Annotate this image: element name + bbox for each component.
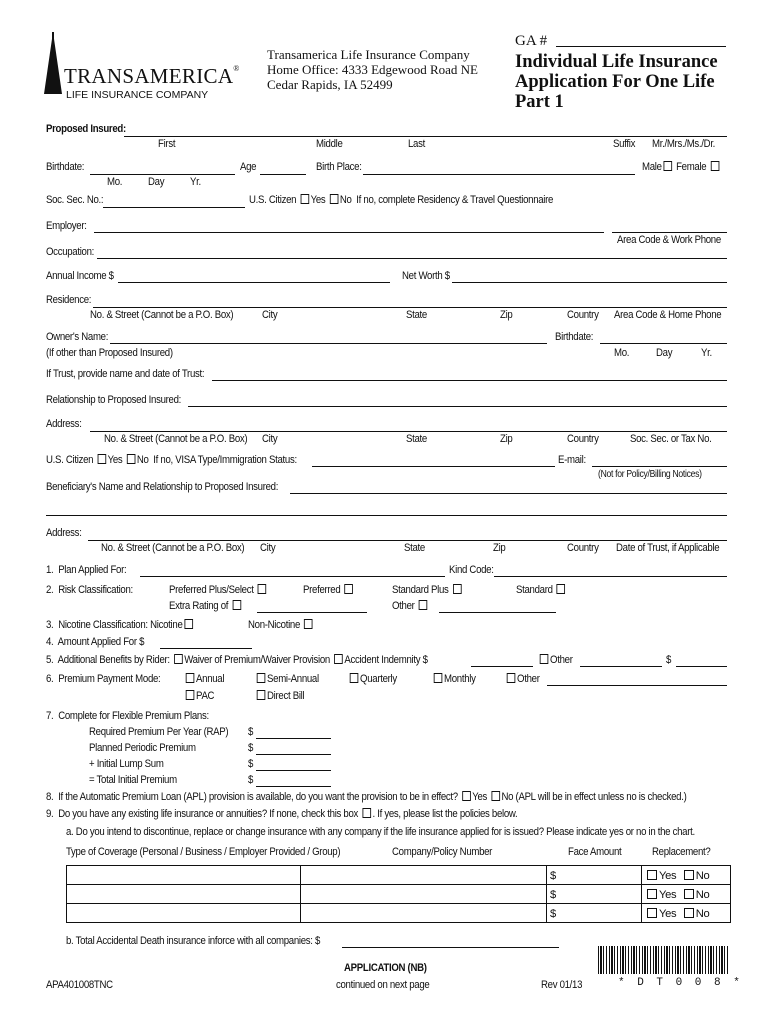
std-plus-label: Standard Plus xyxy=(392,584,449,596)
citizen-label: U.S. Citizen xyxy=(249,194,297,206)
residence-label: Residence: xyxy=(46,294,92,306)
owner-address-field[interactable] xyxy=(90,431,727,432)
planned-label: Planned Periodic Premium xyxy=(89,742,196,754)
q3-number: 3. xyxy=(46,619,54,631)
barcode-text: * D T 0 0 8 * xyxy=(618,977,743,989)
rap-dollar: $ xyxy=(248,726,254,738)
replace-yes-checkbox[interactable] xyxy=(647,870,657,880)
replace-no-checkbox[interactable] xyxy=(684,908,694,918)
application-label: APPLICATION (NB) xyxy=(344,962,427,974)
ben-street-caption: No. & Street (Cannot be a P.O. Box) xyxy=(101,542,245,554)
plan-label: Plan Applied For: xyxy=(58,564,127,576)
q1-number: 1. xyxy=(46,564,54,576)
prefix-caption: Mr./Mrs./Ms./Dr. xyxy=(652,138,716,150)
replace-yes-checkbox[interactable] xyxy=(647,908,657,918)
policy-cell[interactable] xyxy=(301,885,547,904)
kind-code-field[interactable] xyxy=(494,576,727,577)
preferred-label: Preferred xyxy=(303,584,341,596)
q9-number: 9. xyxy=(46,808,54,820)
ssn-label: Soc. Sec. No.: xyxy=(46,194,104,206)
company-address: Transamerica Life Insurance Company Home Office: 4333 Edgewood Road NE Cedar Rapids, IA 52499 xyxy=(267,47,478,92)
addr-state-caption: State xyxy=(406,433,427,445)
networth-field[interactable] xyxy=(452,282,727,283)
replace-no-checkbox[interactable] xyxy=(684,889,694,899)
replacement-cell[interactable]: Yes No xyxy=(642,885,731,904)
total-dollar: $ xyxy=(248,774,254,786)
street-caption: No. & Street (Cannot be a P.O. Box) xyxy=(90,309,234,321)
birth-place-label: Birth Place: xyxy=(316,161,362,173)
occupation-label: Occupation: xyxy=(46,246,95,258)
barcode xyxy=(598,946,728,974)
relationship-field[interactable] xyxy=(188,406,727,407)
citizen2-yes-checkbox[interactable] xyxy=(97,454,106,464)
table-row xyxy=(67,885,731,904)
birthdate-field[interactable] xyxy=(90,174,235,175)
apl-question: If the Automatic Premium Loan (APL) provision is available, do you want the provision to be in effect? xyxy=(58,791,458,803)
residency-note: If no, complete Residency & Travel Questionnaire xyxy=(356,194,554,206)
beneficiary-label: Beneficiary's Name and Relationship to Proposed Insured: xyxy=(46,481,279,493)
amount-label: Amount Applied For $ xyxy=(57,636,145,648)
ga-number-label: GA # xyxy=(515,33,548,49)
rider-other-dollar: $ xyxy=(666,654,672,666)
col-coverage: Type of Coverage (Personal / Business / Employer Provided / Group) xyxy=(66,846,341,858)
risk-other-field[interactable] xyxy=(439,612,556,613)
waiver-checkbox[interactable] xyxy=(174,654,183,664)
risk-label: Risk Classification: xyxy=(58,584,133,596)
relationship-label: Relationship to Proposed Insured: xyxy=(46,394,182,406)
visa-field[interactable] xyxy=(312,466,555,467)
rider-other-checkbox[interactable] xyxy=(540,654,549,664)
direct-bill-checkbox[interactable] xyxy=(257,690,266,700)
citizen-no-checkbox[interactable] xyxy=(330,194,339,204)
q4-number: 4. xyxy=(46,636,54,648)
continued-label: continued on next page xyxy=(336,979,430,991)
monthly-checkbox[interactable] xyxy=(434,673,443,683)
policy-cell[interactable] xyxy=(301,904,547,923)
birthdate-label: Birthdate: xyxy=(46,161,85,173)
employer-field[interactable] xyxy=(94,232,604,233)
male-checkbox[interactable] xyxy=(663,161,672,171)
replace-question: a. Do you intend to discontinue, replace or change insurance with any company if the life insurance applied for is issued? Please indicate yes or no in the chart. xyxy=(66,826,695,838)
addr-ssn-caption: Soc. Sec. or Tax No. xyxy=(630,433,712,445)
mode-other-field[interactable] xyxy=(547,685,727,686)
preferred-checkbox[interactable] xyxy=(345,584,354,594)
coverage-cell[interactable] xyxy=(67,904,301,923)
accident-amount-field[interactable] xyxy=(471,666,533,667)
table-row xyxy=(67,904,731,923)
ssn-field[interactable] xyxy=(103,207,245,208)
q5-number: 5. xyxy=(46,654,54,666)
replace-no-checkbox[interactable] xyxy=(684,870,694,880)
citizen-yes-checkbox[interactable] xyxy=(300,194,309,204)
col-face: Face Amount xyxy=(568,846,622,858)
quarterly-checkbox[interactable] xyxy=(350,673,359,683)
non-nicotine-label: Non-Nicotine xyxy=(248,619,301,631)
middle-caption: Middle xyxy=(316,138,343,150)
pref-plus-checkbox[interactable] xyxy=(258,584,267,594)
logo-word: TRANSAMERICA xyxy=(64,64,234,88)
suffix-caption: Suffix xyxy=(613,138,636,150)
female-checkbox[interactable] xyxy=(710,161,719,171)
apl-no-checkbox[interactable] xyxy=(491,791,500,801)
initial-dollar: $ xyxy=(248,758,254,770)
addr-country-caption: Country xyxy=(567,433,599,445)
beneficiary-address-label: Address: xyxy=(46,527,82,539)
accident-checkbox[interactable] xyxy=(334,654,343,664)
nicotine-label: Nicotine xyxy=(150,619,183,631)
accidental-death-label: b. Total Accidental Death insurance inforce with all companies: $ xyxy=(66,935,321,947)
flex-label: Complete for Flexible Premium Plans: xyxy=(58,710,209,722)
q8-number: 8. xyxy=(46,791,54,803)
total-label: = Total Initial Premium xyxy=(89,774,177,786)
payment-mode-label: Premium Payment Mode: xyxy=(58,673,161,685)
planned-field[interactable] xyxy=(256,754,331,755)
nicotine-class-label: Nicotine Classification: xyxy=(58,619,148,631)
ben-city-caption: City xyxy=(260,542,276,554)
owner-day-caption: Day xyxy=(656,347,673,359)
residence-field[interactable] xyxy=(93,307,727,308)
semi-checkbox[interactable] xyxy=(257,673,266,683)
proposed-insured-label: Proposed Insured: xyxy=(46,123,126,135)
beneficiary-field[interactable] xyxy=(290,493,727,494)
addr-zip-caption: Zip xyxy=(500,433,513,445)
occupation-field[interactable] xyxy=(97,258,727,259)
yr-caption: Yr. xyxy=(190,176,201,188)
rap-label: Required Premium Per Year (RAP) xyxy=(89,726,229,738)
ben-zip-caption: Zip xyxy=(493,542,506,554)
extra-rating-checkbox[interactable] xyxy=(232,600,241,610)
extra-rating-label: Extra Rating of xyxy=(169,600,229,612)
revision-label: Rev 01/13 xyxy=(541,979,583,991)
apl-yes-checkbox[interactable] xyxy=(462,791,471,801)
annual-label: Annual xyxy=(196,673,225,685)
non-nicotine-checkbox[interactable] xyxy=(304,619,313,629)
quarterly-label: Quarterly xyxy=(360,673,397,685)
pac-label: PAC xyxy=(196,690,215,702)
addr-street-caption: No. & Street (Cannot be a P.O. Box) xyxy=(104,433,248,445)
age-field[interactable] xyxy=(260,174,306,175)
face-cell[interactable]: $ xyxy=(547,904,642,923)
beneficiary-address-field[interactable] xyxy=(88,540,727,541)
coverage-cell[interactable] xyxy=(67,866,301,885)
existing-insurance-question: Do you have any existing life insurance or annuities? If none, check this box xyxy=(58,808,359,820)
direct-bill-label: Direct Bill xyxy=(267,690,305,702)
zip-caption: Zip xyxy=(500,309,513,321)
replacement-cell[interactable]: Yes No xyxy=(642,866,731,885)
citizen2-no-checkbox[interactable] xyxy=(127,454,136,464)
accident-label: Accident Indemnity xyxy=(344,654,421,666)
replace-yes-checkbox[interactable] xyxy=(647,889,657,899)
age-label: Age xyxy=(240,161,257,173)
country-caption: Country xyxy=(567,309,599,321)
col-policy: Company/Policy Number xyxy=(392,846,493,858)
citizen2-label: U.S. Citizen xyxy=(46,454,94,466)
city-caption: City xyxy=(262,309,278,321)
existing-insurance-table xyxy=(66,865,731,923)
std-plus-checkbox[interactable] xyxy=(453,584,462,594)
owner-label: Owner's Name: xyxy=(46,331,109,343)
pyramid-icon xyxy=(40,32,66,94)
owner-sub-caption: (If other than Proposed Insured) xyxy=(46,347,173,359)
mo-caption: Mo. xyxy=(107,176,123,188)
face-cell[interactable]: $ xyxy=(547,866,642,885)
owner-yr-caption: Yr. xyxy=(701,347,712,359)
owner-address-label: Address: xyxy=(46,418,82,430)
ben-trust-caption: Date of Trust, if Applicable xyxy=(616,542,720,554)
mode-other-checkbox[interactable] xyxy=(507,673,516,683)
q7-number: 7. xyxy=(46,710,54,722)
extra-rating-field[interactable] xyxy=(257,612,367,613)
employer-label: Employer: xyxy=(46,220,87,232)
q6-number: 6. xyxy=(46,673,54,685)
amount-field[interactable] xyxy=(160,648,252,649)
state-caption: State xyxy=(406,309,427,321)
networth-label: Net Worth $ xyxy=(402,270,450,282)
birth-place-field[interactable] xyxy=(363,174,635,175)
accidental-death-field[interactable] xyxy=(342,947,559,948)
email-label: E-mail: xyxy=(558,454,586,466)
initial-field[interactable] xyxy=(256,770,331,771)
risk-other-label: Other xyxy=(392,600,415,612)
ben-state-caption: State xyxy=(404,542,425,554)
col-replacement: Replacement? xyxy=(652,846,711,858)
trust-label: If Trust, provide name and date of Trust: xyxy=(46,368,205,380)
work-phone-caption: Area Code & Work Phone xyxy=(617,234,721,246)
work-phone-field[interactable] xyxy=(612,232,727,233)
total-field[interactable] xyxy=(256,786,331,787)
owner-birthdate-label: Birthdate: xyxy=(555,331,594,343)
email-note: (Not for Policy/Billing Notices) xyxy=(598,469,702,480)
addr-city-caption: City xyxy=(262,433,278,445)
rap-field[interactable] xyxy=(256,738,331,739)
trust-field[interactable] xyxy=(212,380,727,381)
rider-label: Additional Benefits by Rider: xyxy=(57,654,170,666)
pref-plus-label: Preferred Plus/Select xyxy=(169,584,254,596)
male-label: Male xyxy=(642,161,662,173)
coverage-cell[interactable] xyxy=(67,885,301,904)
kind-code-label: Kind Code: xyxy=(449,564,494,576)
ga-number-field[interactable] xyxy=(556,46,726,47)
income-field[interactable] xyxy=(118,282,390,283)
proposed-insured-field[interactable] xyxy=(124,136,727,137)
policy-cell[interactable] xyxy=(301,866,547,885)
form-title: Individual Life Insurance Application For One Life Part 1 xyxy=(515,52,718,112)
table-row xyxy=(67,866,731,885)
mode-other-label: Other xyxy=(517,673,540,685)
visa-label: If no, VISA Type/Immigration Status: xyxy=(153,454,297,466)
form-code: APA401008TNC xyxy=(46,979,113,991)
rider-other-amount-field[interactable] xyxy=(676,666,727,667)
waiver-label: Waiver of Premium/Waiver Provision xyxy=(184,654,330,666)
apl-note: (APL will be in effect unless no is checked.) xyxy=(515,791,687,803)
owner-field[interactable] xyxy=(110,343,547,344)
standard-label: Standard xyxy=(516,584,553,596)
home-phone-caption: Area Code & Home Phone xyxy=(614,309,722,321)
no-existing-checkbox[interactable] xyxy=(362,808,371,818)
pac-checkbox[interactable] xyxy=(186,690,195,700)
semi-label: Semi-Annual xyxy=(267,673,319,685)
ben-country-caption: Country xyxy=(567,542,599,554)
first-caption: First xyxy=(158,138,176,150)
owner-mo-caption: Mo. xyxy=(614,347,630,359)
planned-dollar: $ xyxy=(248,742,254,754)
face-cell[interactable]: $ xyxy=(547,885,642,904)
beneficiary-field-2[interactable] xyxy=(46,515,727,516)
risk-other-checkbox[interactable] xyxy=(419,600,428,610)
annual-checkbox[interactable] xyxy=(186,673,195,683)
logo-subtitle: LIFE INSURANCE COMPANY xyxy=(66,89,209,101)
standard-checkbox[interactable] xyxy=(557,584,566,594)
rider-other-field[interactable] xyxy=(580,666,662,667)
initial-label: + Initial Lump Sum xyxy=(89,758,164,770)
q2-number: 2. xyxy=(46,584,54,596)
day-caption: Day xyxy=(148,176,165,188)
nicotine-checkbox[interactable] xyxy=(184,619,193,629)
owner-birthdate-field[interactable] xyxy=(600,343,727,344)
last-caption: Last xyxy=(408,138,425,150)
replacement-cell[interactable]: Yes No xyxy=(642,904,731,923)
income-label: Annual Income $ xyxy=(46,270,114,282)
monthly-label: Monthly xyxy=(444,673,476,685)
plan-field[interactable] xyxy=(140,576,445,577)
email-field[interactable] xyxy=(592,466,727,467)
female-label: Female xyxy=(676,161,707,173)
rider-other-label: Other xyxy=(550,654,573,666)
